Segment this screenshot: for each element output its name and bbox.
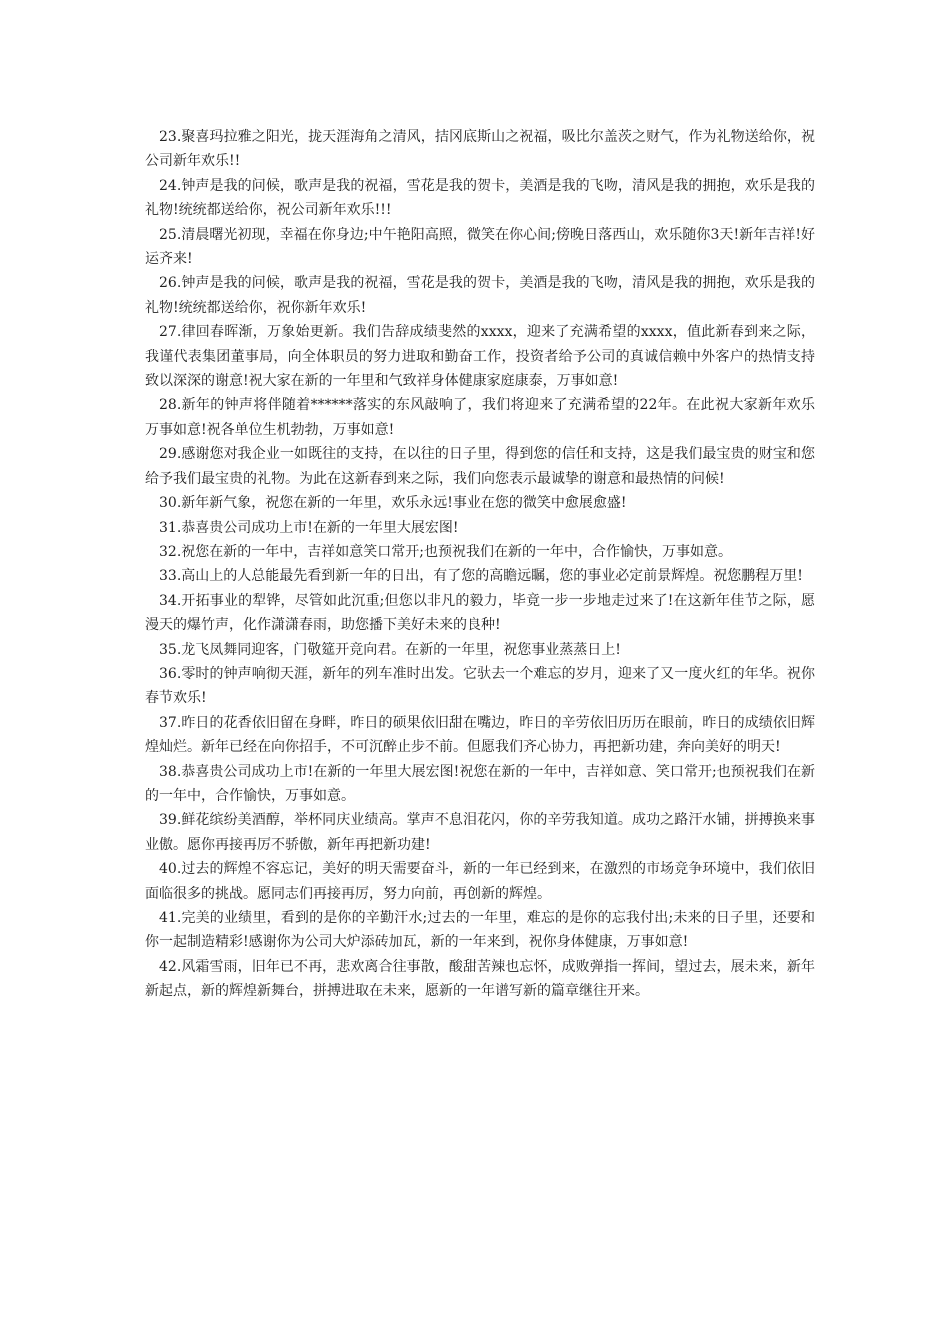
paragraph: 23.聚喜玛拉雅之阳光，拢天涯海角之清风，拮冈底斯山之祝福，吸比尔盖茨之财气，作为礼物送给你，祝公司新年欢乐!! [145, 129, 815, 170]
paragraph: 34.开拓事业的犁铧，尽管如此沉重;但您以非凡的毅力，毕竟一步一步地走过来了!在这新年佳节之际，愿漫天的爆竹声，化作潇潇春雨，助您播下美好未来的良种! [145, 592, 815, 634]
paragraph: 25.清晨曙光初现，幸福在你身边;中午艳阳高照，微笑在你心间;傍晚日落西山，欢乐随你3天!新年吉祥!好运齐来! [145, 226, 815, 268]
paragraph: 26.钟声是我的问候，歌声是我的祝福，雪花是我的贺卡，美酒是我的飞吻，清风是我的拥抱，欢乐是我的礼物!统统都送给你，祝你新年欢乐! [145, 275, 815, 316]
paragraph: 42.风霜雪雨，旧年已不再，悲欢离合往事散，酸甜苦辣也忘怀，成败弹指一挥间，望过去，展未来，新年新起点，新的辉煌新舞台，拼搏进取在未来，愿新的一年谱写新的篇章继往开来。 [145, 958, 815, 1000]
paragraph: 31.恭喜贵公司成功上市!在新的一年里大展宏图! [159, 519, 459, 536]
paragraph: 27.律回春晖渐，万象始更新。我们告辞成绩斐然的xxxx，迎来了充满希望的xxxx，值此新春到来之际，我谨代表集团董事局，向全体职员的努力进取和勤奋工作，投资者给予公司的真诚信赖中外客户的热情支持致以深深的谢意!祝大家在新的一年里和气致祥身体健康家庭康泰，万事如意! [145, 324, 815, 390]
paragraph: 38.恭喜贵公司成功上市!在新的一年里大展宏图!祝您在新的一年中，吉祥如意、笑口常开;也预祝我们在新的一年中，合作愉快，万事如意。 [145, 763, 815, 804]
paragraph: 29.感谢您对我企业一如既往的支持，在以往的日子里，得到您的信任和支持，这是我们最宝贵的财宝和您给予我们最宝贵的礼物。为此在这新春到来之际，我们向您表示最诚挚的谢意和最热情的问候! [145, 446, 815, 487]
paragraph: 28.新年的钟声将伴随着******落实的东风敲响了，我们将迎来了充满希望的22年。在此祝大家新年欢乐万事如意!祝各单位生机勃勃，万事如意! [145, 397, 815, 438]
paragraph: 37.昨日的花香依旧留在身畔，昨日的硕果依旧甜在嘴边，昨日的辛劳依旧历历在眼前，昨日的成绩依旧辉煌灿烂。新年已经在向你招手，不可沉醉止步不前。但愿我们齐心协力，再把新功建，奔向美好的明天! [145, 714, 815, 756]
paragraph: 41.完美的业绩里，看到的是你的辛勤汗水;过去的一年里，难忘的是你的忘我付出;未来的日子里，还要和你一起制造精彩!感谢你为公司大炉添砖加瓦，新的一年来到，祝你身体健康，万事如意! [145, 910, 815, 951]
paragraph: 32.祝您在新的一年中，吉祥如意笑口常开;也预祝我们在新的一年中，合作愉快，万事如意。 [159, 543, 732, 560]
paragraph: 35.龙飞凤舞同迎客，门敬筵开竞向君。在新的一年里，祝您事业蒸蒸日上! [159, 641, 621, 658]
paragraph: 33.高山上的人总能最先看到新一年的日出，有了您的高瞻远瞩，您的事业必定前景辉煌。祝您鹏程万里! [159, 568, 803, 585]
paragraph: 36.零时的钟声响彻天涯，新年的列车准时出发。它驮去一个难忘的岁月，迎来了又一度火红的年华。祝你春节欢乐! [145, 665, 815, 707]
document-body [145, 125, 815, 1004]
paragraph: 24.钟声是我的问候，歌声是我的祝福，雪花是我的贺卡，美酒是我的飞吻，清风是我的拥抱，欢乐是我的礼物!统统都送给你，祝公司新年欢乐!!! [145, 177, 815, 219]
paragraph: 40.过去的辉煌不容忘记，美好的明天需要奋斗，新的一年已经到来，在激烈的市场竞争环境中，我们依旧面临很多的挑战。愿同志们再接再厉，努力向前，再创新的辉煌。 [145, 861, 815, 902]
paragraph: 30.新年新气象，祝您在新的一年里，欢乐永远!事业在您的微笑中愈展愈盛! [159, 495, 627, 512]
paragraph: 39.鲜花缤纷美酒醇，举杯同庆业绩高。掌声不息泪花闪，你的辛劳我知道。成功之路汗水铺，拼搏换来事业傲。愿你再接再厉不骄傲，新年再把新功建! [145, 812, 815, 853]
